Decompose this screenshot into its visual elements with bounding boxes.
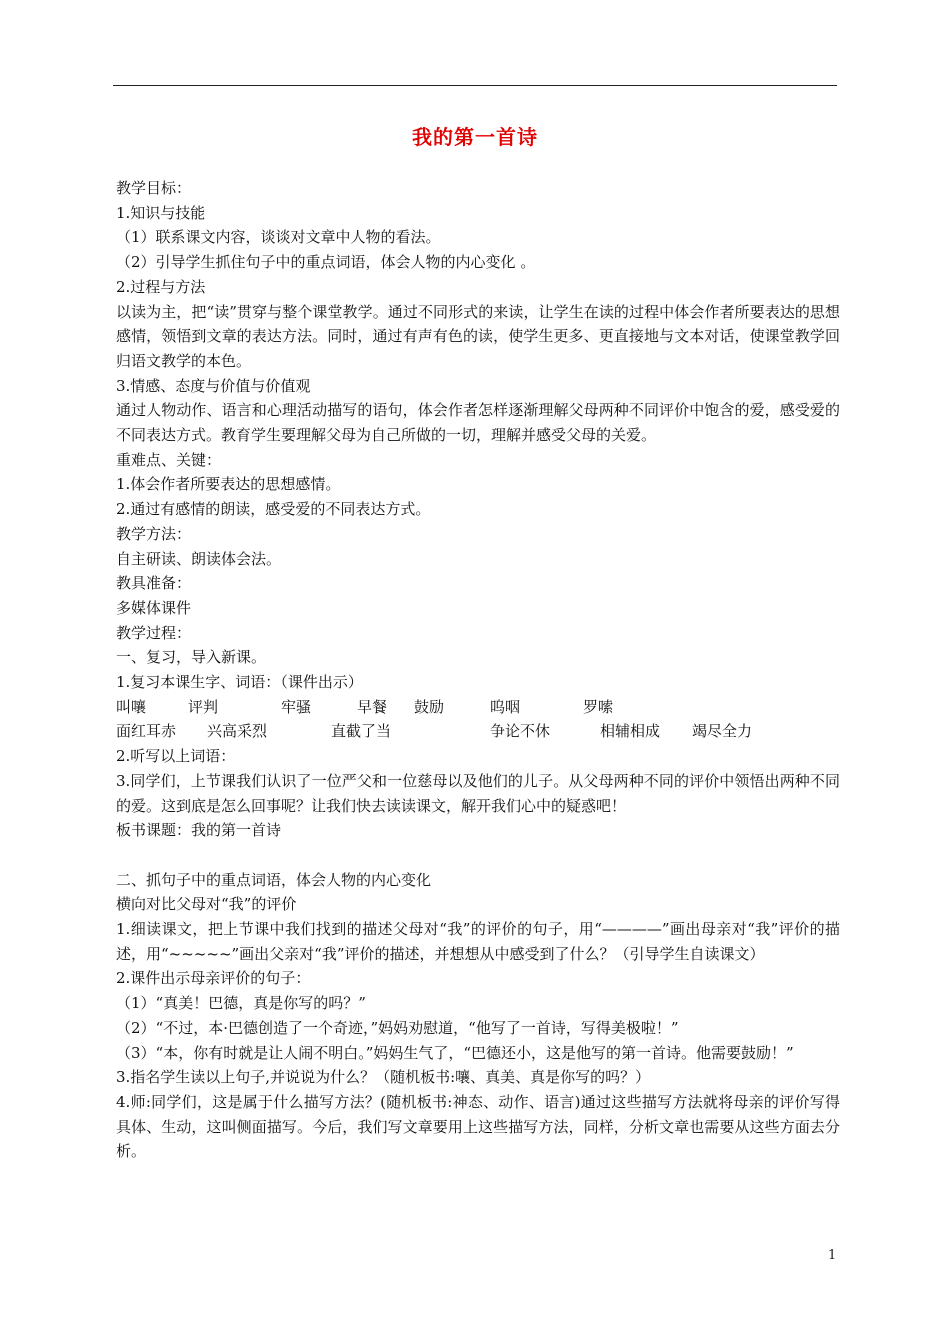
section-heading: 重难点、关键：: [116, 450, 222, 469]
vocab-word: 叫嚷: [116, 697, 147, 716]
paragraph: 以读为主，把“读”贯穿与整个课堂教学。通过不同形式的来读，让学生在读的过程中体会作者所要表达的思想感情，领悟到文章的表达方法。同时，通过有声有色的读，使学生更多、更直接地与文本对话，使课堂教学回归语文教学的本色。: [116, 302, 840, 370]
section-heading: 教学目标：: [116, 179, 192, 197]
vocab-word: 早餐: [357, 697, 388, 716]
subheading: 3.情感、态度与价值与价值观: [116, 376, 311, 395]
quote-line: （1）“真美！巴德，真是你写的吗？”: [116, 994, 366, 1013]
paragraph: 2.通过有感情的朗读，感受爱的不同表达方式。: [116, 500, 431, 519]
vocab-word: 评判: [188, 697, 219, 716]
quote-line: （3）“本，你有时就是让人闹不明白。”妈妈生气了，“巴德还小，这是他写的第一首诗。他需要鼓励！”: [116, 1043, 794, 1062]
paragraph: 多媒体课件: [116, 598, 192, 617]
vocab-word: 竭尽全力: [692, 722, 753, 741]
vocab-row-1: [116, 695, 840, 720]
vocab-word: 鼓励: [414, 697, 445, 716]
paragraph: 自主研读、朗读体会法。: [116, 549, 282, 568]
paragraph: 1.细读课文，把上节课中我们找到的描述父母对“我”的评价的句子，用“————”画出母亲对“我”评价的描述，用“~~~~~”画出父亲对“我”评价的描述，并想想从中感受到了什么？（引导学生自读课文）: [116, 920, 840, 963]
header-rule: [113, 85, 837, 86]
paragraph: 3.同学们，上节课我们认识了一位严父和一位慈母以及他们的儿子。从父母两种不同的评价中领悟出两种不同的爱。这到底是怎么回事呢？让我们快去读读课文，解开我们心中的疑惑吧！: [116, 771, 840, 815]
paragraph: 通过人物动作、语言和心理活动描写的语句，体会作者怎样逐渐理解父母两种不同评价中饱含的爱，感受爱的不同表达方式。教育学生要理解父母为自己所做的一切，理解并感受父母的关爱。: [116, 401, 840, 445]
paragraph: 3.指名学生读以上句子,并说说为什么？（随机板书:嚷、真美、真是你写的吗？）: [116, 1068, 651, 1087]
paragraph: （1）联系课文内容，谈谈对文章中人物的看法。: [116, 228, 441, 247]
paragraph: 1.体会作者所要表达的思想感情。: [116, 475, 341, 494]
quote-line: （2）“不过，本·巴德创造了一个奇迹，”妈妈劝慰道，“他写了一首诗，写得美极啦！”: [116, 1018, 679, 1037]
vocab-word: 牢骚: [281, 697, 312, 716]
step-heading: 二、抓句子中的重点词语，体会人物的内心变化: [116, 870, 432, 889]
subheading: 1.知识与技能: [116, 203, 206, 222]
paragraph: 横向对比父母对“我”的评价: [116, 895, 297, 914]
paragraph: 1.复习本课生字、词语：（课件出示）: [116, 673, 363, 692]
subheading: 2.过程与方法: [116, 277, 206, 296]
paragraph: 板书课题：我的第一首诗: [116, 821, 282, 840]
paragraph: 2.听写以上词语：: [116, 747, 236, 766]
vocab-word: 直截了当: [331, 722, 392, 741]
vocab-word: 罗嗦: [583, 697, 614, 716]
vocab-word: 呜咽: [490, 697, 521, 716]
section-heading: 教学过程：: [116, 623, 192, 642]
vocab-row-2: [116, 719, 840, 744]
vocab-word: 相辅相成: [600, 722, 661, 741]
paragraph: （2）引导学生抓住句子中的重点词语，体会人物的内心变化 。: [116, 253, 536, 272]
vocab-word: 兴高采烈: [207, 722, 268, 741]
blank-line: [116, 843, 840, 868]
document-body: [116, 176, 840, 1164]
paragraph: 4.师:同学们，这是属于什么描写方法？(随机板书:神态、动作、语言)通过这些描写方法就将母亲的评价写得具体、生动，这叫侧面描写。今后，我们写文章要用上这些描写方法，同样，分析文章也需要从这些方面去分析。: [116, 1092, 840, 1161]
paragraph: 2.课件出示母亲评价的句子：: [116, 969, 311, 988]
section-heading: 教学方法：: [116, 524, 192, 543]
vocab-word: 面红耳赤: [116, 722, 177, 741]
step-heading: 一、复习，导入新课。: [116, 648, 267, 667]
page-number: 1: [828, 1248, 837, 1263]
vocab-word: 争论不休: [490, 722, 551, 741]
page-title: 我的第一首诗: [412, 125, 538, 149]
section-heading: 教具准备：: [116, 574, 192, 593]
